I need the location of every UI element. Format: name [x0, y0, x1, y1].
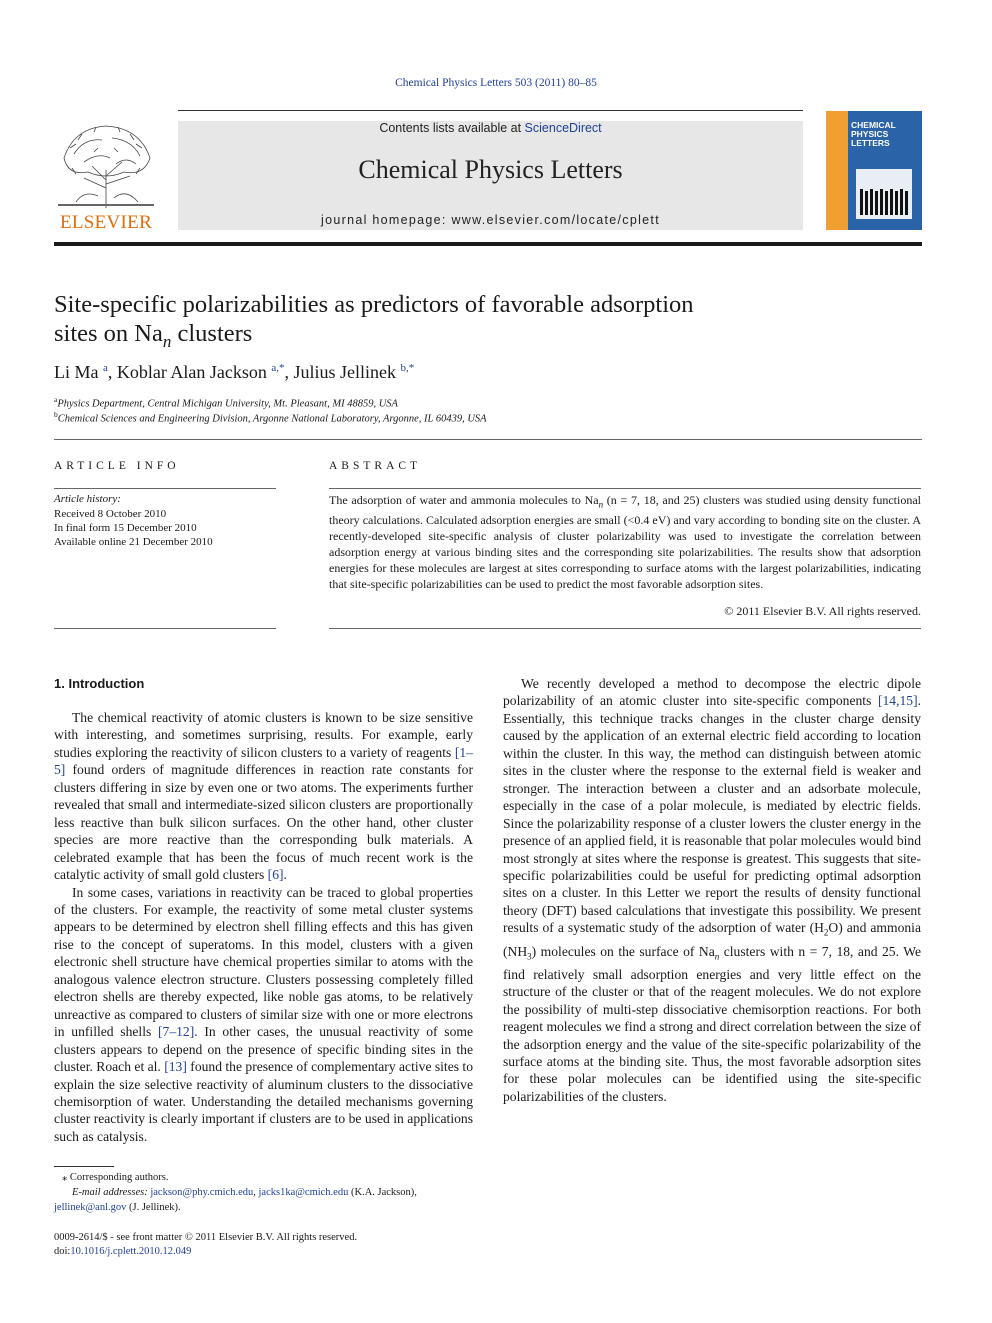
author-name[interactable]: Li Ma — [54, 362, 99, 382]
abstract-text-part: (n = 7, 18, and 25) clusters was studied using density functional theory calculations. Calculated adsorption energies are small (<0.4 eV) and vary according to bonding site on the cluster. A recently-developed site-specific analysis of cluster polarizability was used to investigate the correlation between adsorption energy at various binding sites and the corresponding site polarizabilities. The results show that adsorption energies for these molecules are largest at sites corresponding to surface atoms with the largest polarizabilities, indicating that site-specific polarizabilities can be used to predict the most favorable adsorption sites. — [329, 493, 921, 592]
final-form-date: In final form 15 December 2010 — [54, 522, 197, 534]
author-affiliation-marker[interactable]: a — [103, 362, 108, 374]
email-label: E-mail addresses: — [72, 1187, 151, 1198]
text-run: O) and ammonia (NH — [503, 920, 921, 959]
text-run: We recently developed a method to decompose the electric dipole polarizability of an atomic cluster into site-specific components — [503, 676, 921, 709]
text-run: (K.A. Jackson), — [348, 1187, 417, 1198]
doi-prefix: doi: — [54, 1246, 71, 1257]
author-affiliation-marker[interactable]: b,* — [400, 362, 415, 374]
text-run: found orders of magnitude differences in reaction rate constants for clusters differing in size by even one or two atoms. The experiments further revealed that small and intermediate-sized silicon clusters are proportionally less reactive than bulk silicon surfaces. On the other hand, other cluster species are more reactive than the corresponding bulk materials. A celebrated example that has been the focus of much recent work is the catalytic activity of small gold clusters — [54, 762, 473, 883]
intro-paragraph-2 — [54, 884, 473, 1146]
journal-title: Chemical Physics Letters — [358, 155, 623, 184]
email-link[interactable]: jellinek@anl.gov — [54, 1202, 127, 1213]
journal-homepage[interactable]: journal homepage: www.elsevier.com/locate/cplett — [321, 213, 660, 227]
article-title-line-1: Site-specific polarizabilities as predictors of favorable adsorption — [54, 291, 694, 318]
citation-link[interactable]: [1–5] — [54, 744, 473, 778]
email-link[interactable]: jacks1ka@cmich.edu — [258, 1187, 349, 1198]
contents-prefix: Contents lists available at — [379, 121, 525, 135]
abstract-heading: ABSTRACT — [329, 460, 422, 472]
cover-graphic — [856, 169, 912, 219]
text-run: ) molecules on the surface of Na — [531, 943, 715, 959]
citation-link[interactable]: [6] — [267, 867, 284, 883]
doi-line — [54, 1245, 191, 1259]
journal-reference[interactable]: Chemical Physics Letters 503 (2011) 80–85 — [395, 77, 597, 89]
article-info-bottom-rule — [54, 628, 276, 629]
cover-side-stripe — [826, 111, 848, 230]
issn-line: 0009-2614/$ - see front matter © 2011 Elsevier B.V. All rights reserved. — [54, 1232, 358, 1243]
subscript: 3 — [527, 951, 532, 962]
author-separator: , — [107, 362, 117, 382]
text-run: . In other cases, the unusual reactivity of some clusters appears to depend on the presence of specific binding sites in the cluster. Roach et al. — [54, 1024, 474, 1075]
author-affiliation-marker[interactable]: a,* — [271, 362, 285, 374]
section-heading-introduction: 1. Introduction — [54, 676, 145, 691]
footnote-rule — [54, 1166, 114, 1167]
citation-link[interactable]: [7–12] — [158, 1024, 195, 1040]
corresponding-authors-note: ⁎ Corresponding authors. — [62, 1172, 169, 1183]
citation-link[interactable]: [14,15] — [877, 693, 918, 709]
affiliation-marker: a — [54, 395, 58, 404]
author-list — [54, 362, 414, 383]
left-column — [54, 709, 473, 1145]
online-date: Available online 21 December 2010 — [54, 536, 213, 548]
author-name[interactable]: Julius Jellinek — [293, 362, 396, 382]
elsevier-wordmark: ELSEVIER — [59, 212, 153, 233]
text-run: clusters with n = 7, 18, and 25. We find relatively small adsorption energies and very little effect on the structure of the cluster or that of the reagent molecules. We do not explore the possibility of multi-step dissociative chemisorption reactions. For both reagent molecules we find a strong and direct correlation between the size of the adsorption energy and the value of the site-specific polarizability of the surface atoms at the binding site. Thus, the most favorable adsorption sites for these polar molecules can be identified using the site-specific polarizabilities of the clusters. — [503, 943, 921, 1104]
doi-link[interactable]: 10.1016/j.cplett.2010.12.049 — [70, 1246, 192, 1257]
sciencedirect-link[interactable]: ScienceDirect — [524, 121, 602, 135]
text-run: The chemical reactivity of atomic clusters is known to be size sensitive with interesting, and sometimes surprising, results. For example, early studies exploring the reactivity of silicon clusters to a variety of reagents — [54, 710, 473, 760]
article-history-label: Article history: — [54, 493, 121, 505]
author-name[interactable]: Koblar Alan Jackson — [116, 362, 267, 382]
text-run: In some cases, variations in reactivity can be traced to global properties of the clusters. For example, the reactivity of some metal cluster systems appears to be determined by electron shell filling effects and this has given rise to the concept of superatoms. In this model, clusters with a given electronic shell structure have chemical properties similar to atoms with the analogous valence electron structure. Clusters possessing completely filled electron shells are thereby expected, like noble gas atoms, to be relatively unreactive as compared to clusters of similar size with one or more electrons in unfilled shells — [54, 884, 473, 1040]
abstract-text — [329, 492, 921, 592]
affiliation-text: Chemical Sciences and Engineering Division, Argonne National Laboratory, Argonne, IL 60439, USA — [57, 413, 487, 425]
cover-title-line: CHEMICAL — [851, 120, 896, 130]
affiliation-marker: b — [54, 410, 58, 419]
title-subscript: n — [162, 331, 172, 351]
intro-paragraph-3 — [503, 675, 921, 1105]
abstract-subscript: n — [598, 499, 604, 510]
received-date: Received 8 October 2010 — [54, 508, 167, 520]
right-column — [503, 675, 921, 1105]
title-text: clusters — [171, 320, 253, 347]
text-run: (J. Jellinek). — [126, 1202, 181, 1213]
title-text: sites on Na — [54, 320, 163, 347]
cover-title-line: PHYSICS — [851, 129, 889, 139]
abstract-bottom-rule — [329, 628, 921, 629]
article-info-heading: ARTICLE INFO — [54, 460, 180, 472]
article-title-line-2 — [54, 319, 874, 356]
affiliation — [54, 410, 487, 425]
affiliation-text: Physics Department, Central Michigan University, Mt. Pleasant, MI 48859, USA — [57, 398, 398, 410]
text-run: found the presence of complementary active sites to explain the size selective reactivity of aluminum clusters to the dissociative chemisorption of water. Understanding the detailed mechanisms governing cluster reactivity is clearly important if clusters are to be used in applications such as catalysis. — [54, 1059, 474, 1144]
subscript: 2 — [823, 928, 829, 939]
affiliation — [54, 395, 398, 410]
cover-title-line: LETTERS — [851, 138, 890, 148]
abstract-rule — [329, 488, 921, 489]
contents-line — [178, 120, 803, 136]
subscript: n — [714, 951, 720, 962]
abstract-text-part: The adsorption of water and ammonia molecules to Na — [329, 493, 599, 507]
text-run: , — [253, 1187, 259, 1198]
text-run: . Essentially, this technique tracks changes in the cluster charge density caused by the application of an external electric field according to location within the cluster. In this way, the method can distinguish between atomic sites in the cluster where the response to the external field is weaker and stronger. The interaction between a cluster and an adsorbate molecule, especially in the case of a polar molecule, is mediated by electric fields. Since the polarizability response of a cluster lowers the cluster energy in the presence of an applied field, it is reasonable that polar molecules would bind most strongly at sites where the response is greatest. This suggests that site-specific polarizabilities could be useful for predicting optimal adsorption sites on a cluster. In this Letter we report the results of density functional theory (DFT) based calculations that investigate this possibility. We present results of a systematic study of the adsorption of water (H — [503, 693, 921, 936]
citation-link[interactable]: [13] — [164, 1059, 187, 1075]
author-separator: , — [284, 362, 294, 382]
intro-paragraph-1 — [54, 709, 473, 884]
header-thick-rule — [54, 242, 922, 246]
email-link[interactable]: jackson@phy.cmich.edu — [150, 1187, 254, 1198]
journal-cover-image — [826, 111, 922, 230]
header-rule — [178, 110, 803, 111]
cover-title — [851, 121, 896, 148]
article-info-rule — [54, 488, 276, 489]
text-run: . — [283, 867, 287, 883]
email-footnote — [54, 1185, 474, 1215]
abstract-copyright: © 2011 Elsevier B.V. All rights reserved. — [724, 604, 921, 618]
article-title — [54, 290, 874, 356]
title-block-rule — [54, 439, 922, 440]
